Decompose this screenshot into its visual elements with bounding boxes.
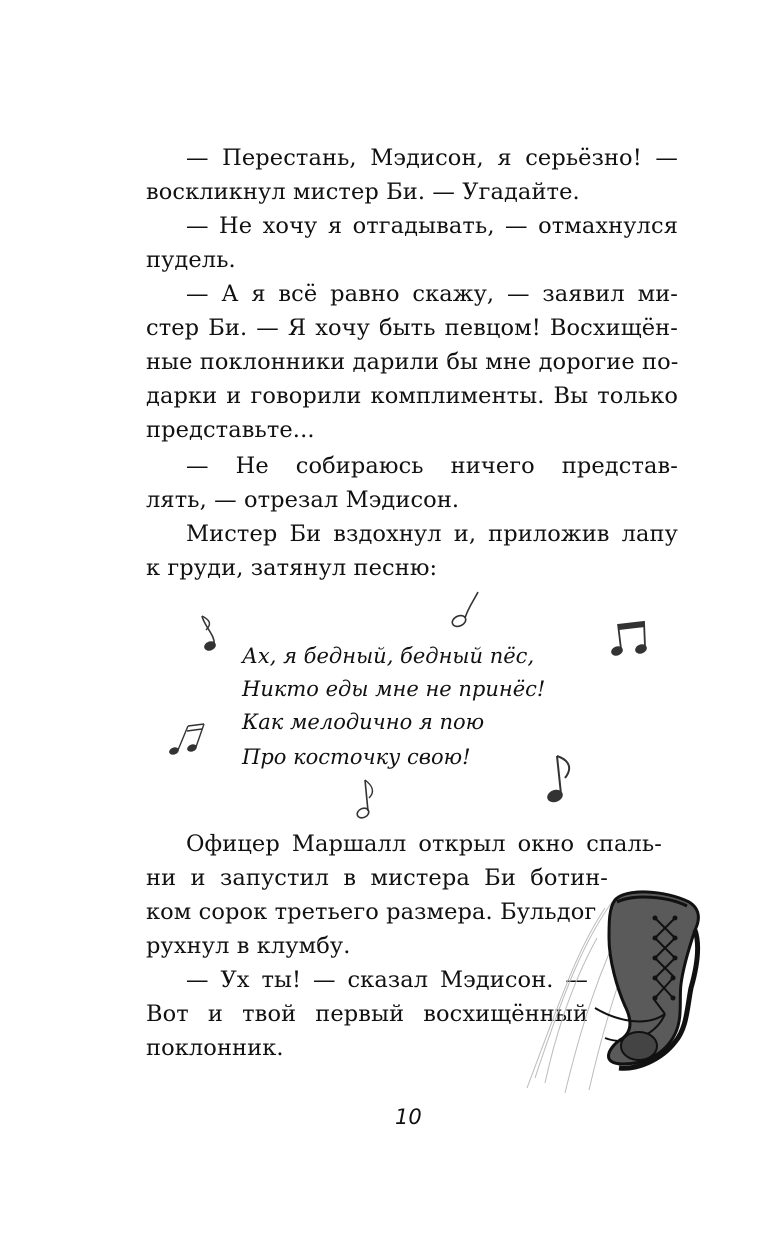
text-line: — Не собираюсь ничего представ- xyxy=(186,453,678,479)
eighth-note-icon xyxy=(196,612,224,654)
beamed-notes-icon xyxy=(606,616,654,662)
text-line: Офицер Маршалл открыл окно спаль- xyxy=(186,831,662,857)
text-line: поклонник. xyxy=(146,1035,284,1061)
text-line: воскликнул мистер Би. — Угадайте. xyxy=(146,179,580,205)
song-line: Никто еды мне не принёс! xyxy=(242,677,546,701)
boot-illustration xyxy=(505,878,705,1098)
page-number: 10 xyxy=(395,1105,422,1129)
song-line: Про косточку свою! xyxy=(242,745,471,769)
text-line: к груди, затянул песню: xyxy=(146,555,438,581)
text-line: пудель. xyxy=(146,247,236,273)
text-line: представьте... xyxy=(146,417,315,443)
text-line: стер Би. — Я хочу быть певцом! Восхищён- xyxy=(146,315,678,341)
song-line: Ах, я бедный, бедный пёс, xyxy=(242,644,535,668)
text-line: ком сорок третьего размера. Бульдог xyxy=(146,899,597,925)
text-line: Вот и твой первый восхищённый xyxy=(146,1001,588,1027)
text-line: ные поклонники дарили бы мне дорогие по- xyxy=(146,349,679,375)
text-line: — Перестань, Мэдисон, я серьёзно! — xyxy=(186,145,678,171)
text-line: ни и запустил в мистера Би ботин- xyxy=(146,865,608,891)
text-line: Мистер Би вздохнул и, приложив лапу xyxy=(186,521,678,547)
text-line: — Не хочу я отгадывать, — отмахнулся xyxy=(186,213,678,239)
text-line: — А я всё равно скажу, — заявил ми- xyxy=(186,281,678,307)
beamed-notes-icon xyxy=(166,720,208,760)
eighth-note-icon xyxy=(448,590,484,634)
eighth-note-icon xyxy=(353,776,381,822)
text-line: лять, — отрезал Мэдисон. xyxy=(146,487,460,513)
text-line: рухнул в клумбу. xyxy=(146,933,351,959)
text-line: дарки и говорили комплименты. Вы только xyxy=(146,383,678,409)
eighth-note-icon xyxy=(543,750,577,806)
text-line: — Ух ты! — сказал Мэдисон. — xyxy=(186,967,588,993)
song-line: Как мелодично я пою xyxy=(242,710,485,734)
